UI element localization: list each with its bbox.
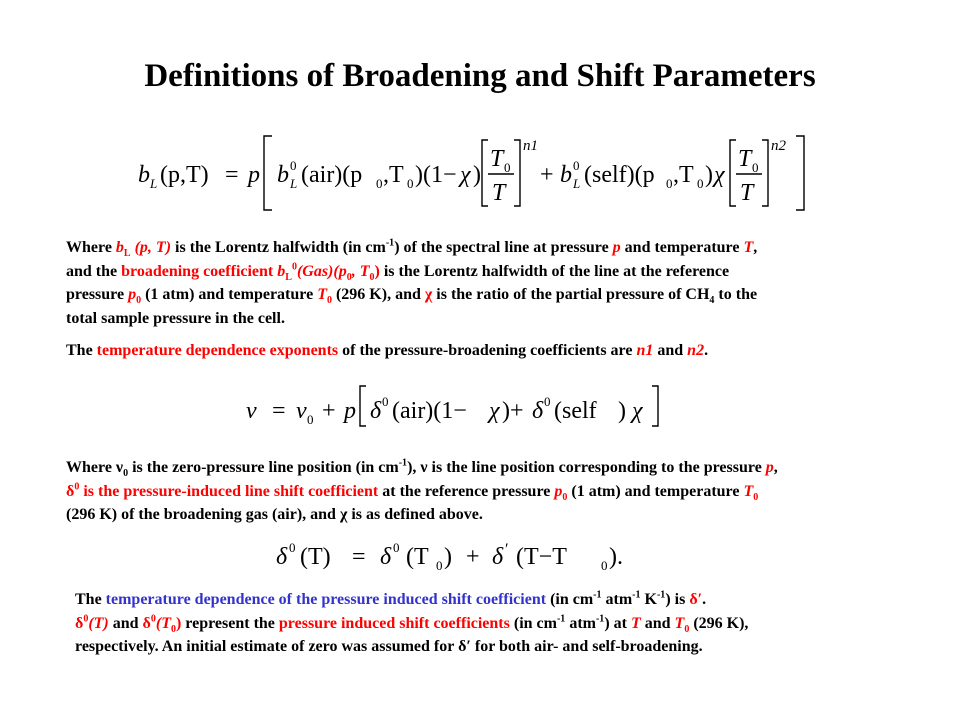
eq1-b0-self-sup: 0	[573, 158, 580, 173]
eq1-frac2-num-sub: 0	[752, 160, 759, 175]
eq1-left-bracket	[264, 136, 272, 210]
eq1-t0-part: ,T	[383, 162, 404, 188]
eq1-lhs: b	[138, 162, 150, 188]
eq3-arg2-open: (T	[406, 544, 429, 570]
eq1-rparen: )	[473, 162, 481, 188]
eq1-chi-2: χ	[714, 162, 725, 188]
eq1-frac2-num: T	[738, 146, 752, 172]
paragraph-broadening-definition: Where $b_L$ (p, T) is the Lorentz halfwidth (in $cm^{-1}$) of the spectral line at pressure p and temperature T, and the broadening coefficient $b_L^0(Gas)(p_0$, $T_0$) is the Lorentz halfwidth of the line at the reference pressure $p_0$ (1 atm) and temperature $T_0$ (296 K), and χ is the ratio of the partial pressure of $CH_4$ to the total sample pressure in the cell.	[66, 237, 758, 327]
eq1-p0-sub: 0	[376, 176, 383, 191]
eq2-left-bracket	[360, 386, 366, 426]
eq2-rparen: )	[618, 398, 626, 424]
paragraph-temperature-dependence-shift: The temperature dependence of the pressure induced shift coefficient (in $cm^{-1}$ atm$^{-1}$ $K^{-1}$) is δ′. $\delta^0(T)$ and $\delta^0(T_0)$ represent the pressure induced shift coefficients (in $cm^{-1}$ atm$^{-1}$) at T and $T_0$ (296 K), respectively. An initial estimate of zero was assumed for δ′ for both air- and self-broadening.	[75, 589, 749, 655]
eq1-t0-sub: 0	[407, 176, 414, 191]
eq3-delta2-sup: 0	[393, 540, 400, 555]
eq3-arg: (T)	[300, 544, 331, 570]
eq3-delta-sup: 0	[289, 540, 296, 555]
eq1-plus: +	[540, 162, 554, 188]
eq1-frac2-right-bracket	[762, 140, 768, 206]
eq1-lhs-args: (p,T)	[160, 162, 209, 188]
eq2-delta2-sup: 0	[544, 394, 551, 409]
eq1-chi: χ	[460, 162, 471, 188]
eq3-plus: +	[466, 544, 480, 570]
eq1-self-part: (self)(p	[584, 162, 655, 188]
eq1-b0-air-sub: L	[290, 176, 298, 191]
eq1-close-part-2: )	[705, 162, 713, 188]
eq2-chi: χ	[489, 398, 500, 424]
eq1-lhs-sub: L	[150, 176, 158, 191]
eq1-frac1-den: T	[492, 180, 506, 206]
eq2-self: (self	[554, 398, 597, 424]
eq1-b0-air: b	[277, 162, 289, 188]
eq3-arg3-open: (T−T	[516, 544, 567, 570]
eq2-nu0-sub: 0	[307, 412, 314, 427]
eq2-delta2: δ	[532, 398, 544, 424]
eq2-plus: +	[322, 398, 336, 424]
eq2-nu0: ν	[296, 398, 307, 424]
eq1-equals: =	[225, 162, 239, 188]
eq2-delta: δ	[370, 398, 382, 424]
eq1-t0-sub-2: 0	[697, 176, 704, 191]
eq1-frac1-left-bracket	[482, 140, 488, 206]
eq3-arg3-sub: 0	[601, 558, 608, 573]
paragraph-shift-definition: Where $\nu_0$ is the zero-pressure line position (in $cm^{-1}$), ν is the line position corresponding to the pressure p, $\delta^0$ is the pressure-induced line shift coefficient at the reference pressure $p_0$ (1 atm) and temperature $T_0$ (296 K) of the broadening gas (air), and χ is as defined above.	[66, 457, 778, 523]
eq1-p: p	[248, 162, 260, 188]
eq3-arg3-close: ).	[609, 544, 623, 570]
broadening-equation	[130, 130, 830, 215]
eq1-right-bracket	[796, 136, 804, 210]
eq1-frac1-num: T	[490, 146, 504, 172]
eq2-delta-sup: 0	[382, 394, 389, 409]
eq1-exponent-n1: n1	[523, 138, 538, 154]
eq2-right-bracket	[652, 386, 658, 426]
eq1-air-part: (air)(p	[301, 162, 363, 188]
temperature-shift-equation	[270, 532, 660, 580]
eq2-chi2: χ	[632, 398, 643, 424]
paragraph-temperature-exponents: The temperature dependence exponents of the pressure-broadening coefficients are n1 and n2.	[66, 342, 709, 359]
eq3-delta-prime: δ	[492, 544, 504, 570]
eq1-exponent-n2: n2	[771, 138, 786, 154]
eq3-prime: ′	[505, 541, 509, 558]
eq3-arg2-close: )	[444, 544, 452, 570]
eq3-delta2: δ	[380, 544, 392, 570]
eq1-frac1-right-bracket	[514, 140, 520, 206]
slide-title: Definitions of Broadening and Shift Parameters	[144, 58, 816, 94]
eq2-nu: ν	[246, 398, 257, 424]
eq1-frac2-den: T	[740, 180, 754, 206]
eq1-b0-air-sup: 0	[290, 158, 297, 173]
eq1-b0-self-sub: L	[573, 176, 581, 191]
eq3-equals: =	[352, 544, 366, 570]
eq3-delta: δ	[276, 544, 288, 570]
eq3-arg2-sub: 0	[436, 558, 443, 573]
eq1-frac2-left-bracket	[730, 140, 736, 206]
eq2-air: (air)(1−	[392, 398, 467, 424]
shift-equation	[238, 380, 698, 435]
eq1-b0-self: b	[560, 162, 572, 188]
eq2-rparen-plus: )+	[502, 398, 524, 424]
eq1-close-part: )(1−	[415, 162, 457, 188]
eq1-frac1-num-sub: 0	[504, 160, 511, 175]
eq2-equals: =	[272, 398, 286, 424]
eq1-p0-sub-2: 0	[666, 176, 673, 191]
eq1-t0-part-2: ,T	[673, 162, 694, 188]
eq2-p: p	[344, 398, 356, 424]
